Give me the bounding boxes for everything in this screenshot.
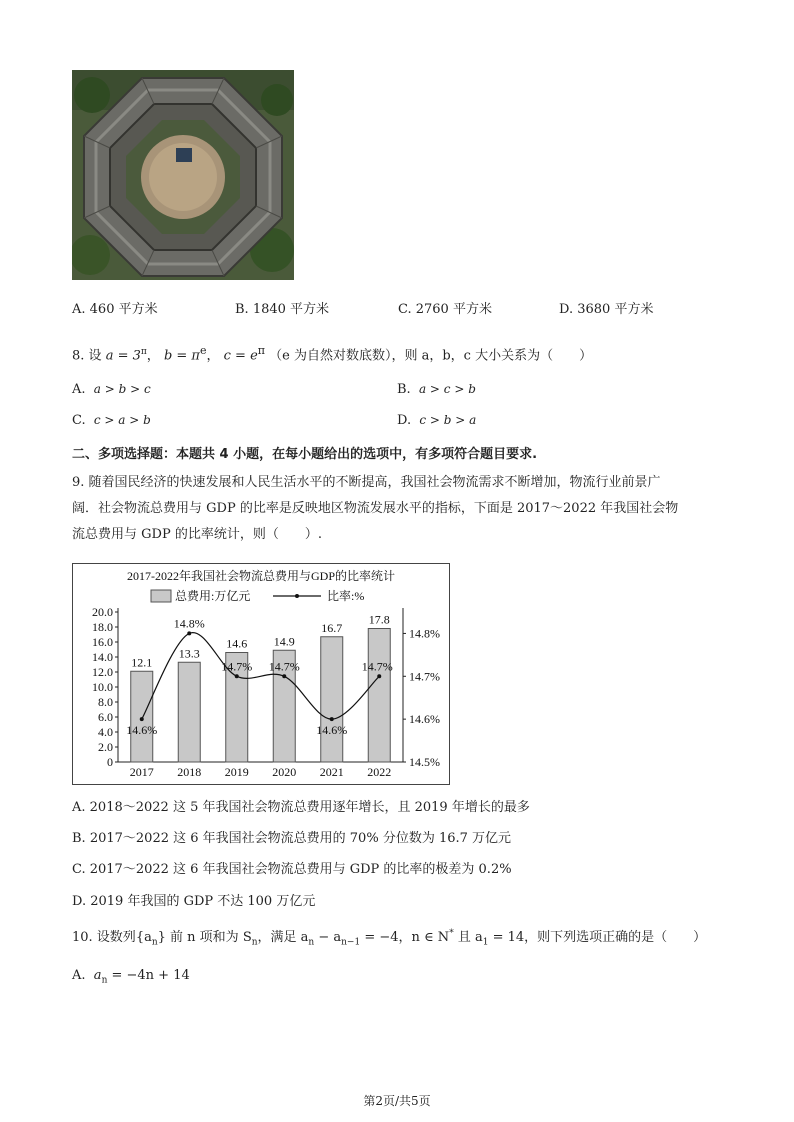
section-heading-multiple-choice: 二、多项选择题：本题共 4 小题，在每小题给出的选项中，有多项符合题目要求. <box>72 447 538 462</box>
y-left-tick-label: 6.0 <box>98 710 113 724</box>
q8-c-expr: c = e <box>223 348 258 364</box>
q10-cond4: 且 a <box>453 930 483 945</box>
q10-seq <box>135 930 158 948</box>
bar-data-label: 13.3 <box>178 646 200 661</box>
q10-mid: } 前 n 项和为 S <box>157 930 252 945</box>
q8-option-c-letter: C. <box>72 413 86 428</box>
q7-option-c: C. 2760 平方米 <box>398 302 492 317</box>
legend-line-marker <box>295 594 299 598</box>
q10-stem <box>72 926 706 948</box>
q10-prefix: 10. 设数列 <box>72 930 136 945</box>
legend-bar-swatch <box>151 590 171 602</box>
y-left-tick-label: 18.0 <box>92 620 113 634</box>
q7-option-a: A. 460 平方米 <box>72 302 158 317</box>
q8-a-exp: π <box>140 347 147 357</box>
q10-seq-open: {a <box>135 930 152 945</box>
ratio-data-label: 14.6% <box>316 723 348 738</box>
bar-total-cost <box>321 637 343 762</box>
q10-s-sub: n <box>251 937 258 948</box>
q9-option-c: C. 2017～2022 这 6 年我国社会物流总费用与 GDP 的比率的极差为 0.2% <box>72 862 512 877</box>
ratio-point <box>187 631 191 635</box>
q10-cond2: − a <box>314 930 342 945</box>
q10-option-a-letter: A. <box>72 968 86 983</box>
q9-option-b: B. 2017～2022 这 6 年我国社会物流总费用的 70% 分位数为 16.7 万亿元 <box>72 831 512 846</box>
q8-stem: 8. 设 $a = 3^\pi$， $b = \pi^e$， $c = e^\pi$ （e 为自然对数底数），则 a，b，c 大小关系为（ ） <box>72 344 593 364</box>
q8-option-b-expr: a > c > b <box>418 382 476 396</box>
y-right-tick-label: 14.8% <box>409 626 440 641</box>
x-tick-label: 2018 <box>177 765 202 779</box>
q8-b-exp: e <box>199 344 207 357</box>
y-left-tick-label: 16.0 <box>92 635 113 649</box>
ratio-point <box>377 674 381 678</box>
ratio-data-label: 14.8% <box>173 616 205 631</box>
x-tick-label: 2017 <box>129 765 154 779</box>
q8-option-d-expr: c > b > a <box>419 413 477 427</box>
page-footer: 第2页/共5页 <box>363 1094 431 1108</box>
y-left-tick-label: 2.0 <box>98 740 113 754</box>
q9-stem <box>72 470 732 548</box>
bar-data-label: 14.9 <box>273 634 295 649</box>
q10-cond-sub3: 1 <box>482 937 489 948</box>
q8-b-expr: b = π <box>163 348 200 364</box>
q8-option-d-letter: D. <box>397 413 412 428</box>
bar-data-label: 16.7 <box>321 620 343 635</box>
q7-option-b: B. 1840 平方米 <box>235 302 330 317</box>
aerial-photo-octagonal-building <box>72 70 294 280</box>
legend-bar-label: 总费用:万亿元 <box>175 589 251 603</box>
q9-stem-line2: 阔．社会物流总费用与 GDP 的比率是反映地区物流发展水平的指标，下面是 2017～2022 年我国社会物 <box>72 501 679 516</box>
x-tick-label: 2021 <box>319 765 344 779</box>
q10-option-a-rest: = −4n + 14 <box>107 968 190 983</box>
ratio-data-label: 14.6% <box>126 723 158 738</box>
q8-number: 8. 设 <box>72 348 102 364</box>
q8-option-d <box>397 413 476 428</box>
q8-option-a-expr: a > b > c <box>93 382 151 396</box>
y-left-tick-label: 12.0 <box>92 665 113 679</box>
ratio-data-label: 14.7% <box>221 659 253 674</box>
y-left-tick-label: 14.0 <box>92 650 113 664</box>
legend-line-label: 比率:% <box>327 589 365 603</box>
q8-option-c-expr: c > a > b <box>93 413 151 427</box>
x-tick-label: 2019 <box>224 765 249 779</box>
y-right-tick-label: 14.6% <box>409 712 440 727</box>
q10-option-a-sub: n <box>101 975 108 986</box>
q10-cond: ，满足 a <box>257 930 309 945</box>
y-left-tick-label: 8.0 <box>98 695 113 709</box>
ratio-point <box>282 674 286 678</box>
bar-data-label: 17.8 <box>368 612 390 627</box>
q8-option-a-letter: A. <box>72 382 86 397</box>
q8-a-expr: a = 3 <box>105 348 141 364</box>
q7-options <box>72 298 732 316</box>
bar-total-cost <box>131 671 153 762</box>
y-left-tick-label: 4.0 <box>98 725 113 739</box>
ratio-point <box>330 717 334 721</box>
q10-cond5: = 14，则下列选项正确的是（ ） <box>488 930 707 945</box>
bar-data-label: 14.6 <box>226 636 248 651</box>
q7-option-d: D. 3680 平方米 <box>559 302 654 317</box>
q10-option-a-expr: a <box>93 968 102 983</box>
y-right-tick-label: 14.5% <box>409 755 440 769</box>
x-tick-label: 2022 <box>367 765 392 779</box>
bar-total-cost <box>368 629 390 763</box>
q10-cond-sub2: n−1 <box>341 937 361 948</box>
ratio-point <box>140 717 144 721</box>
q8-option-c <box>72 413 151 428</box>
q8-option-a <box>72 382 151 397</box>
q8-option-b <box>397 382 476 397</box>
q9-stem-line3: 流总费用与 GDP 的比率统计，则（ ）. <box>72 527 322 542</box>
y-left-tick-label: 10.0 <box>92 680 113 694</box>
ratio-point <box>235 674 239 678</box>
q9-option-a: A. 2018～2022 这 5 年我国社会物流总费用逐年增长，且 2019 年增长的最多 <box>72 800 530 815</box>
q10-cond-sub1: n <box>308 937 315 948</box>
q9-chart <box>72 563 450 785</box>
q9-option-d: D. 2019 年我国的 GDP 不达 100 万亿元 <box>72 894 316 909</box>
bar-total-cost <box>178 662 200 762</box>
ratio-data-label: 14.7% <box>268 659 300 674</box>
q10-sup: * <box>449 928 454 939</box>
q8-c-exp: π <box>257 344 265 357</box>
q10-seq-sub: n <box>151 937 158 948</box>
q10-cond3: = −4，n ∈ N <box>360 930 450 945</box>
ratio-data-label: 14.7% <box>361 659 393 674</box>
x-tick-label: 2020 <box>272 765 297 779</box>
q8-note: （e 为自然对数底数），则 a，b，c 大小关系为（ ） <box>269 348 593 364</box>
bar-data-label: 12.1 <box>131 655 153 670</box>
q9-stem-line1: 9. 随着国民经济的快速发展和人民生活水平的不断提高，我国社会物流需求不断增加，物流行业前景广 <box>72 475 661 490</box>
ratio-line <box>142 633 380 720</box>
y-left-tick-label: 0 <box>107 755 113 769</box>
y-left-tick-label: 20.0 <box>92 605 113 619</box>
y-right-tick-label: 14.7% <box>409 669 440 684</box>
q10-option-a <box>72 968 190 986</box>
chart-title: 2017-2022年我国社会物流总费用与GDP的比率统计 <box>126 569 396 583</box>
q8-option-b-letter: B. <box>397 382 411 397</box>
q9-chart-svg <box>73 564 449 784</box>
aerial-photo-image <box>72 70 294 280</box>
